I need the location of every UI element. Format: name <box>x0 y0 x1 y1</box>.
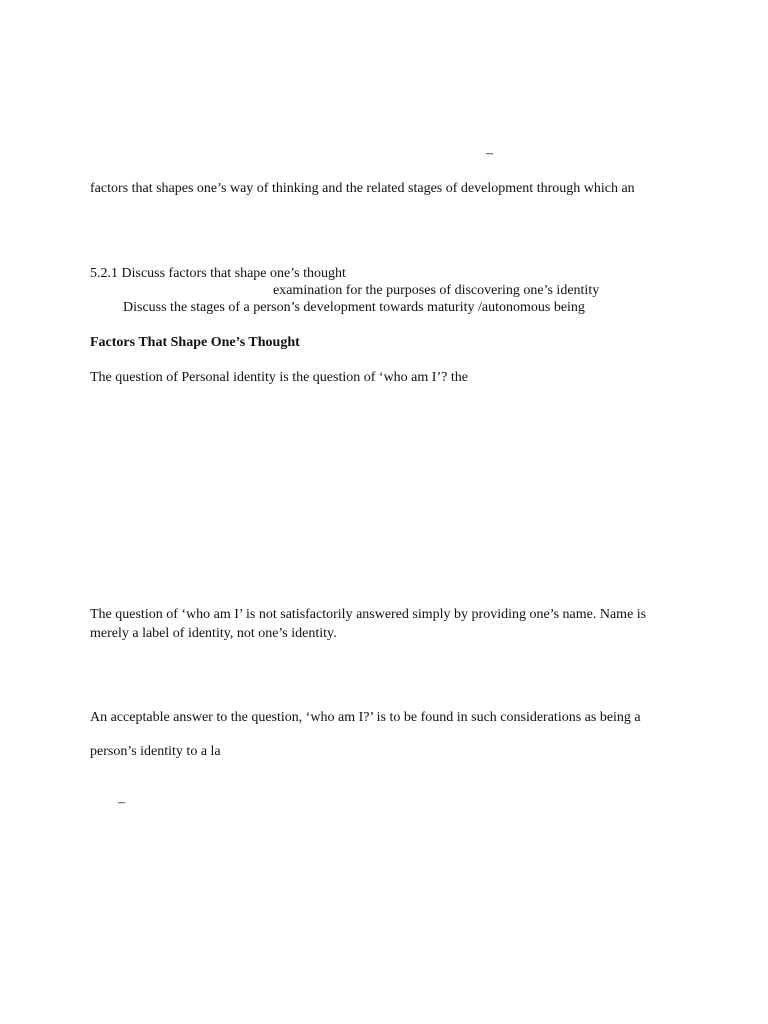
objective-1: 5.2.1 Discuss factors that shape one’s thought <box>90 266 346 281</box>
paragraph-question: The question of Personal identity is the question of ‘who am I’? the <box>90 370 468 385</box>
paragraph-name-line-2: merely a label of identity, not one’s identity. <box>90 626 337 641</box>
objective-2: examination for the purposes of discovering one’s identity <box>273 283 600 298</box>
intro-line: factors that shapes one’s way of thinking and the related stages of development through which an <box>90 181 635 196</box>
paragraph-name-line-1: The question of ‘who am I’ is not satisfactorily answered simply by providing one’s name. Name is <box>90 607 647 622</box>
section-heading: Factors That Shape One’s Thought <box>90 335 300 350</box>
paragraph-answer-line-2: person’s identity to a la <box>90 744 221 759</box>
objective-3: Discuss the stages of a person’s development towards maturity /autonomous being <box>123 300 585 315</box>
paragraph-answer-line-1: An acceptable answer to the question, ‘who am I?’ is to be found in such considerations as being a <box>90 710 641 725</box>
bottom-dash: – <box>118 795 125 810</box>
top-dash: – <box>486 146 493 161</box>
